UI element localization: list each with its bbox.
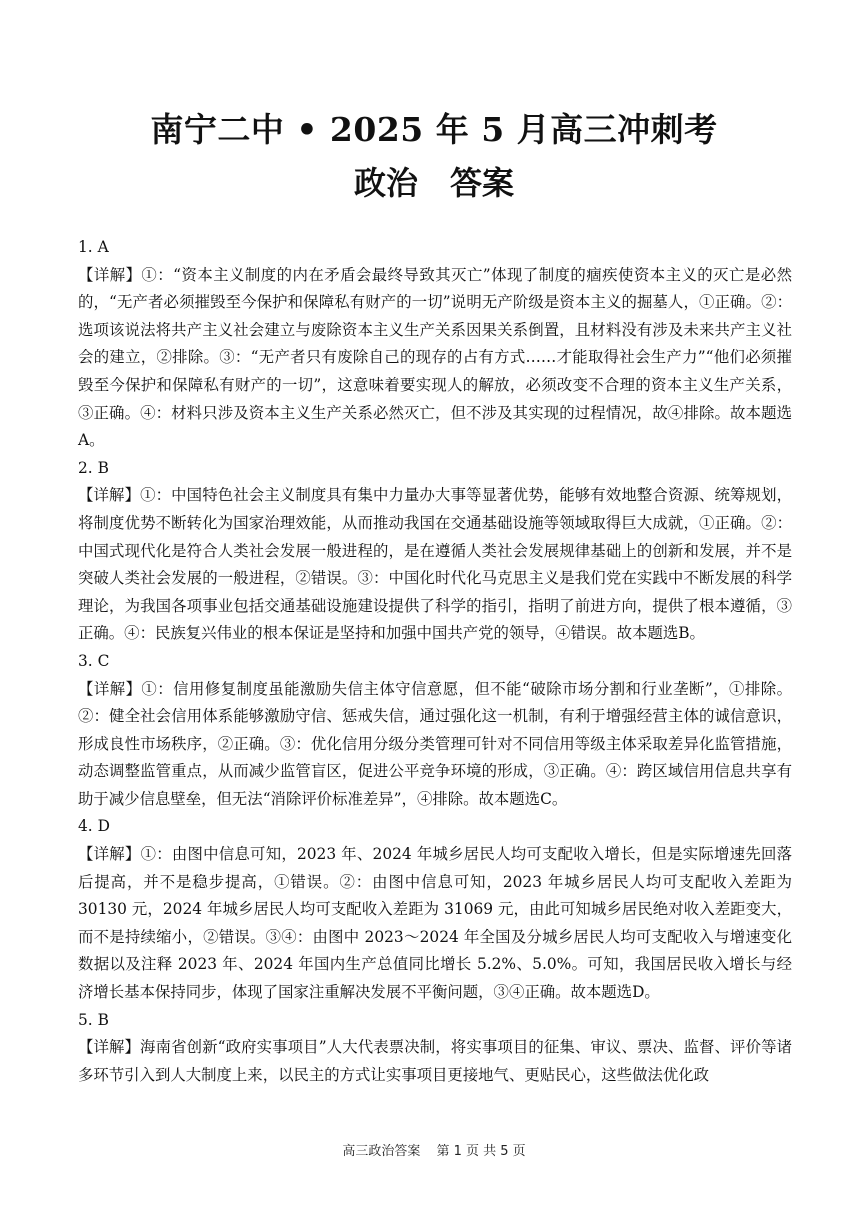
question-explanation: 【详解】①：“资本主义制度的内在矛盾会最终导致其灭亡”体现了制度的痼疾使资本主义的灭亡是必然的，“无产者必须摧毁至今保护和保障私有财产的一切”说明无产阶级是资本主义的掘墓人，①正确。②：选项该说法将共产主义社会建立与废除资本主义生产关系因果关系倒置，且材料没有涉及未来共产主义社会的建立，②排除。③：“无产者只有废除自己的现存的占有方式……才能取得社会生产力”“他们必须摧毁至今保护和保障私有财产的一切”，这意味着要实现人的解放，必须改变不合理的资本主义生产关系，③正确。④：材料只涉及资本主义生产关系必然灭亡，但不涉及其实现的过程情况，故④排除。故本题选A。 [78,265,792,450]
page-indicator: 第 1 页 共 5 页 [436,1144,526,1159]
question-number: 3. C [78,651,110,670]
answer-list [78,234,792,1089]
page-footer [0,1140,868,1159]
document-subtitle [0,158,868,204]
question-explanation: 【详解】①：由图中信息可知，2023 年、2024 年城乡居民人均可支配收入增长，但是实际增速先回落后提高，并不是稳步提高，①错误。②：由图中信息可知，2023 年城乡居民人均可支配收入差距为 30130 元，2024 年城乡居民人均可支配收入差距为 31069 元，由此可知城乡居民绝对收入差距变大，而不是持续缩小，②错误。③④：由图中 2023～2024 年全国及分城乡居民人均可支配收入与增速变化数据以及注释 2023 年、2024 年国内生产总值同比增长 5.2%、5.0%。可知，我国居民收入增长与经济增长基本保持同步，体现了国家注重解决发展不平衡问题，③④正确。故本题选D。 [78,845,792,1002]
document-title: 南宁二中 • 2025 年 5 月高三冲刺考 [150,110,718,149]
question-number: 2. B [78,458,109,477]
answer-label: 答案 [450,164,515,202]
question-number: 1. A [78,238,109,256]
question-block-5 [78,1007,792,1090]
question-block-3 [78,648,792,814]
subject-label: 政治 [353,164,418,202]
question-block-4 [78,813,792,1006]
question-explanation: 【详解】①：信用修复制度虽能激励失信主体守信意愿，但不能“破除市场分割和行业垄断”，①排除。②：健全社会信用体系能够激励守信、惩戒失信，通过强化这一机制，有利于增强经营主体的诚信意识，形成良性市场秩序，②正确。③：优化信用分级分类管理可针对不同信用等级主体采取差异化监管措施，动态调整监管重点，从而减少监管盲区，促进公平竞争环境的形成，③正确。④：跨区域信用信息共享有助于减少信息壁垒，但无法“消除评价标准差异”，④排除。故本题选C。 [78,679,792,808]
footer-label: 高三政治答案 [342,1144,421,1159]
question-block-2 [78,455,792,648]
question-number: 5. B [78,1010,109,1029]
question-number: 4. D [78,817,110,836]
question-explanation: 【详解】海南省创新“政府实事项目”人大代表票决制，将实事项目的征集、审议、票决、监督、评价等诸多环节引入到人大制度上来，以民主的方式让实事项目更接地气、更贴民心，这些做法优化政 [78,1038,792,1084]
question-explanation: 【详解】①：中国特色社会主义制度具有集中力量办大事等显著优势，能够有效地整合资源、统筹规划，将制度优势不断转化为国家治理效能，从而推动我国在交通基础设施等领域取得巨大成就，①正确。②：中国式现代化是符合人类社会发展一般进程的，是在遵循人类社会发展规律基础上的创新和发展，并不是突破人类社会发展的一般进程，②错误。③：中国化时代化马克思主义是我们党在实践中不断发展的科学理论，为我国各项事业包括交通基础设施建设提供了科学的指引，指明了前进方向，提供了根本遵循，③正确。④：民族复兴伟业的根本保证是坚持和加强中国共产党的领导，④错误。故本题选B。 [78,486,792,643]
question-block-1 [78,234,792,455]
